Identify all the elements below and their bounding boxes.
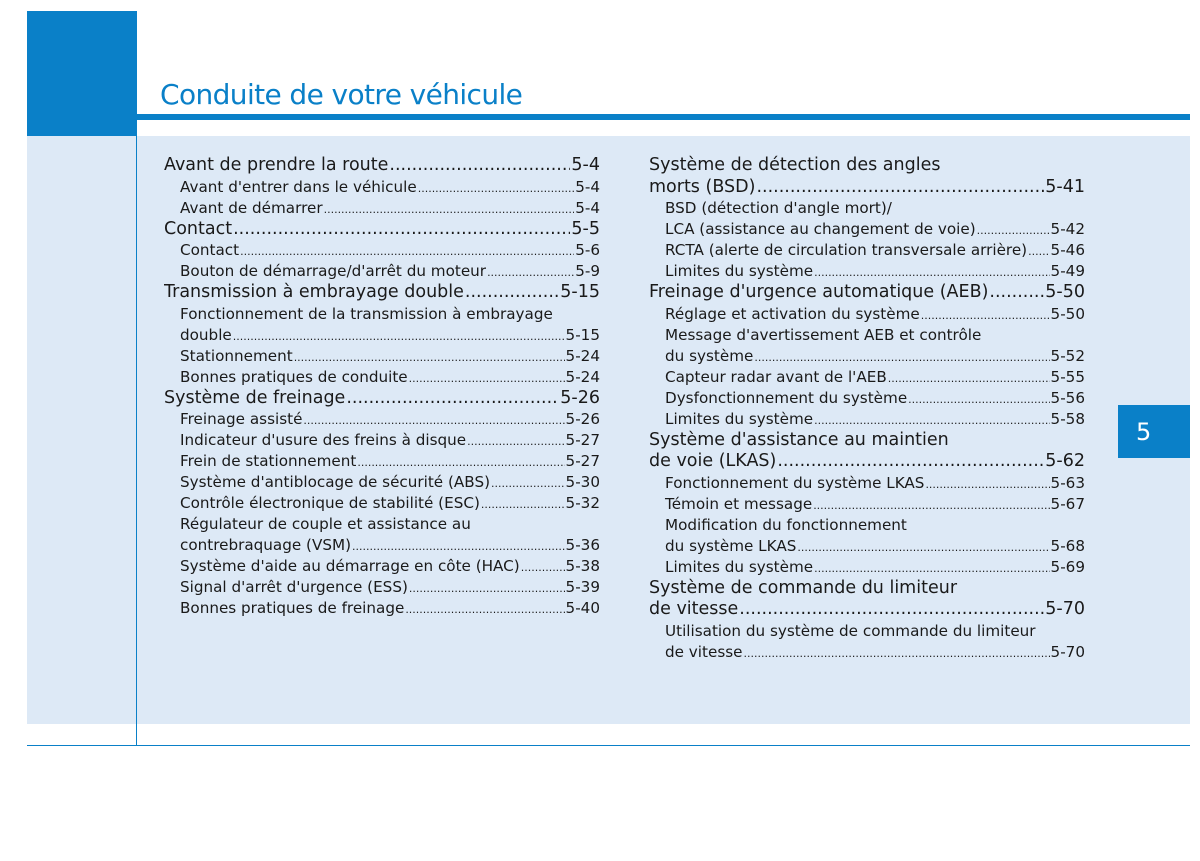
toc-entry-title: Système de commande du limiteur <box>649 577 958 598</box>
toc-entry-title: Capteur radar avant de l'AEB <box>665 367 887 386</box>
toc-page-number: 5-38 <box>565 557 600 575</box>
toc-page-number: 5-58 <box>1050 409 1085 428</box>
toc-page-number: 5-9 <box>575 262 600 280</box>
toc-page-number: 5-27 <box>565 431 600 449</box>
toc-subsection-entry[interactable] <box>649 473 1085 494</box>
dot-leader <box>418 178 574 198</box>
toc-entry-title: Indicateur d'usure des freins à disque <box>180 431 467 449</box>
toc-entry-title: Système de freinage <box>164 387 346 408</box>
toc-subsection-entry[interactable] <box>649 261 1085 282</box>
toc-page-number: 5-15 <box>565 325 600 344</box>
toc-subsection-entry[interactable] <box>164 472 600 493</box>
toc-page-number: 5-5 <box>571 218 600 239</box>
toc-subsection-entry[interactable] <box>164 367 600 388</box>
toc-subsection-entry[interactable] <box>649 367 1085 388</box>
toc-page-number: 5-24 <box>565 367 600 386</box>
toc-section-entry[interactable] <box>649 451 1085 473</box>
toc-subsection-entry[interactable] <box>649 536 1085 557</box>
toc-entry-title: de voie (LKAS) <box>649 451 777 471</box>
toc-page-number: 5-62 <box>1045 451 1085 471</box>
dot-leader <box>888 368 1050 388</box>
toc-right-column <box>649 155 1085 663</box>
toc-subsection-entry[interactable] <box>164 198 600 219</box>
dot-leader <box>814 558 1049 578</box>
toc-page-number: 5-42 <box>1050 220 1085 238</box>
toc-page-number: 5-40 <box>565 599 600 617</box>
toc-subsection-entry[interactable] <box>164 409 600 430</box>
toc-page-number: 5-32 <box>565 494 600 512</box>
toc-subsection-entry[interactable] <box>164 240 600 261</box>
toc-subsection-entry[interactable] <box>649 409 1085 430</box>
toc-subsection-entry[interactable] <box>164 177 600 198</box>
toc-page-number: 5-30 <box>565 473 600 491</box>
dot-leader <box>754 347 1049 367</box>
toc-section-entry[interactable] <box>164 155 600 177</box>
toc-section-entry[interactable] <box>649 282 1085 304</box>
toc-page-number: 5-68 <box>1050 536 1085 555</box>
toc-entry-title: Régulateur de couple et assistance au <box>180 515 471 533</box>
toc-page-number: 5-49 <box>1050 262 1085 280</box>
title-underline <box>137 114 1190 120</box>
toc-page-number: 5-26 <box>560 387 600 408</box>
toc-subsection-entry <box>649 621 1085 642</box>
toc-entry-title: Témoin et message <box>665 494 813 513</box>
toc-entry-title: Avant d'entrer dans le véhicule <box>180 177 417 196</box>
toc-entry-title: RCTA (alerte de circulation transversale arrière) <box>665 241 1028 259</box>
toc-subsection-entry[interactable] <box>164 598 600 619</box>
dot-leader <box>814 262 1049 282</box>
chapter-color-block <box>27 11 137 136</box>
toc-page-number: 5-24 <box>565 346 600 365</box>
toc-section-entry[interactable] <box>164 282 600 304</box>
toc-page-number: 5-36 <box>565 536 600 554</box>
toc-page-number: 5-27 <box>565 452 600 470</box>
toc-entry-title: Contact <box>180 241 240 259</box>
toc-entry-title: Fonctionnement du système LKAS <box>665 473 925 492</box>
toc-entry-title: Fonctionnement de la transmission à embrayage <box>180 304 553 323</box>
toc-entry-title: Limites du système <box>665 262 814 280</box>
toc-page-number: 5-69 <box>1050 557 1085 576</box>
toc-subsection-entry <box>649 198 1085 219</box>
dot-leader <box>467 431 564 451</box>
dot-leader <box>409 578 565 598</box>
toc-subsection-entry <box>164 304 600 325</box>
dot-leader <box>389 155 570 177</box>
dot-leader <box>487 262 574 282</box>
toc-entry-title: Limites du système <box>665 557 814 576</box>
toc-page-number: 5-56 <box>1050 388 1085 407</box>
toc-section-entry <box>649 578 1085 600</box>
toc-subsection-entry[interactable] <box>164 451 600 472</box>
toc-subsection-entry[interactable] <box>164 325 600 346</box>
dot-leader <box>481 494 565 514</box>
dot-leader <box>409 368 565 388</box>
toc-entry-title: Système d'assistance au maintien <box>649 429 949 450</box>
toc-section-entry[interactable] <box>164 219 600 241</box>
toc-entry-title: Freinage assisté <box>180 410 303 428</box>
toc-entry-title: Bonnes pratiques de conduite <box>180 367 408 386</box>
toc-subsection-entry[interactable] <box>649 240 1085 261</box>
toc-page-number: 5-52 <box>1050 346 1085 365</box>
toc-subsection-entry[interactable] <box>164 577 600 598</box>
toc-page-number: 5-67 <box>1050 494 1085 513</box>
dot-leader <box>756 177 1044 199</box>
dot-leader <box>346 388 559 410</box>
toc-entry-title: Dysfonctionnement du système <box>665 388 908 407</box>
toc-entry-title: LCA (assistance au changement de voie) <box>665 220 976 238</box>
toc-entry-title: Avant de prendre la route <box>164 155 389 175</box>
dot-leader <box>233 219 570 241</box>
dot-leader <box>405 599 564 619</box>
dot-leader <box>925 474 1049 494</box>
toc-entry-title: du système <box>665 346 754 365</box>
toc-entry-title: Frein de stationnement <box>180 452 357 470</box>
toc-subsection-entry[interactable] <box>164 261 600 282</box>
toc-page-number: 5-50 <box>1050 304 1085 323</box>
toc-page-number: 5-4 <box>575 177 600 196</box>
toc-entry-title: double <box>180 325 232 344</box>
dot-leader <box>240 241 574 261</box>
toc-entry-title: morts (BSD) <box>649 176 756 197</box>
toc-left-column <box>164 155 600 619</box>
toc-page-number: 5-63 <box>1050 473 1085 492</box>
toc-entry-title: Contrôle électronique de stabilité (ESC) <box>180 494 480 512</box>
toc-section-entry[interactable] <box>649 599 1085 621</box>
dot-leader <box>744 643 1050 663</box>
toc-entry-title: Freinage d'urgence automatique (AEB) <box>649 282 989 302</box>
dot-leader <box>294 347 565 367</box>
dot-leader <box>739 599 1044 621</box>
toc-page-number: 5-70 <box>1045 599 1085 619</box>
toc-page-number: 5-4 <box>575 198 600 217</box>
toc-entry-title: Bouton de démarrage/d'arrêt du moteur <box>180 262 487 280</box>
dot-leader <box>921 305 1050 325</box>
toc-subsection-entry[interactable] <box>649 557 1085 578</box>
toc-entry-title: Transmission à embrayage double <box>164 282 464 302</box>
dot-leader <box>357 452 564 472</box>
toc-page-number: 5-41 <box>1045 176 1085 197</box>
dot-leader <box>233 326 565 346</box>
dot-leader <box>814 410 1049 430</box>
toc-entry-title: de vitesse <box>649 599 739 619</box>
dot-leader <box>521 557 565 577</box>
toc-subsection-entry[interactable] <box>649 304 1085 325</box>
toc-entry-title: Limites du système <box>665 409 814 428</box>
toc-subsection-entry <box>164 514 600 535</box>
toc-section-entry <box>649 430 1085 452</box>
toc-entry-title: du système LKAS <box>665 536 797 555</box>
toc-entry-title: Avant de démarrer <box>180 198 323 217</box>
toc-entry-title: Modification du fonctionnement <box>665 515 907 534</box>
dot-leader <box>977 220 1050 240</box>
toc-entry-title: Réglage et activation du système <box>665 304 920 323</box>
dot-leader <box>465 282 559 304</box>
toc-page-number: 5-39 <box>565 578 600 596</box>
dot-leader <box>491 473 565 493</box>
toc-section-entry[interactable] <box>649 177 1085 199</box>
toc-entry-title: Message d'avertissement AEB et contrôle <box>665 325 982 344</box>
bottom-rule <box>27 745 1190 746</box>
chapter-tab-number: 5 <box>1136 417 1152 446</box>
toc-entry-title: de vitesse <box>665 642 743 661</box>
chapter-tab[interactable] <box>1118 405 1190 458</box>
toc-subsection-entry <box>649 515 1085 536</box>
toc-entry-title: Stationnement <box>180 346 293 365</box>
toc-subsection-entry[interactable] <box>164 535 600 556</box>
toc-subsection-entry <box>649 325 1085 346</box>
toc-subsection-entry[interactable] <box>164 430 600 451</box>
dot-leader <box>989 282 1044 304</box>
dot-leader <box>1028 241 1049 261</box>
toc-subsection-entry[interactable] <box>164 346 600 367</box>
toc-subsection-entry[interactable] <box>649 346 1085 367</box>
toc-page-number: 5-46 <box>1050 241 1085 259</box>
toc-entry-title: Utilisation du système de commande du limiteur <box>665 621 1036 640</box>
toc-entry-title: Système d'aide au démarrage en côte (HAC) <box>180 557 520 575</box>
toc-entry-title: contrebraquage (VSM) <box>180 536 352 554</box>
toc-page-number: 5-6 <box>575 241 600 259</box>
toc-section-entry[interactable] <box>164 388 600 410</box>
toc-page-number: 5-26 <box>565 410 600 428</box>
dot-leader <box>797 537 1049 557</box>
toc-entry-title: Signal d'arrêt d'urgence (ESS) <box>180 578 408 596</box>
toc-entry-title: Système de détection des angles <box>649 155 941 175</box>
page-title: Conduite de votre véhicule <box>160 78 523 111</box>
toc-page-number: 5-4 <box>571 155 600 175</box>
dot-leader <box>352 536 564 556</box>
toc-page-number: 5-15 <box>560 282 600 302</box>
dot-leader <box>303 410 564 430</box>
dot-leader <box>908 389 1049 409</box>
toc-subsection-entry[interactable] <box>649 494 1085 515</box>
toc-subsection-entry[interactable] <box>649 642 1085 663</box>
toc-entry-title: Système d'antiblocage de sécurité (ABS) <box>180 473 491 491</box>
dot-leader <box>813 495 1049 515</box>
toc-subsection-entry[interactable] <box>164 556 600 577</box>
toc-entry-title: BSD (détection d'angle mort)/ <box>665 199 892 217</box>
toc-entry-title: Bonnes pratiques de freinage <box>180 599 405 617</box>
toc-subsection-entry[interactable] <box>649 388 1085 409</box>
dot-leader <box>324 199 575 219</box>
toc-entry-title: Contact <box>164 218 233 239</box>
margin-rule <box>136 136 137 746</box>
toc-subsection-entry[interactable] <box>164 493 600 514</box>
toc-page-number: 5-50 <box>1045 282 1085 302</box>
toc-section-entry <box>649 155 1085 177</box>
dot-leader <box>777 451 1044 473</box>
toc-page-number: 5-70 <box>1050 642 1085 661</box>
toc-subsection-entry[interactable] <box>649 219 1085 240</box>
toc-page-number: 5-55 <box>1050 367 1085 386</box>
